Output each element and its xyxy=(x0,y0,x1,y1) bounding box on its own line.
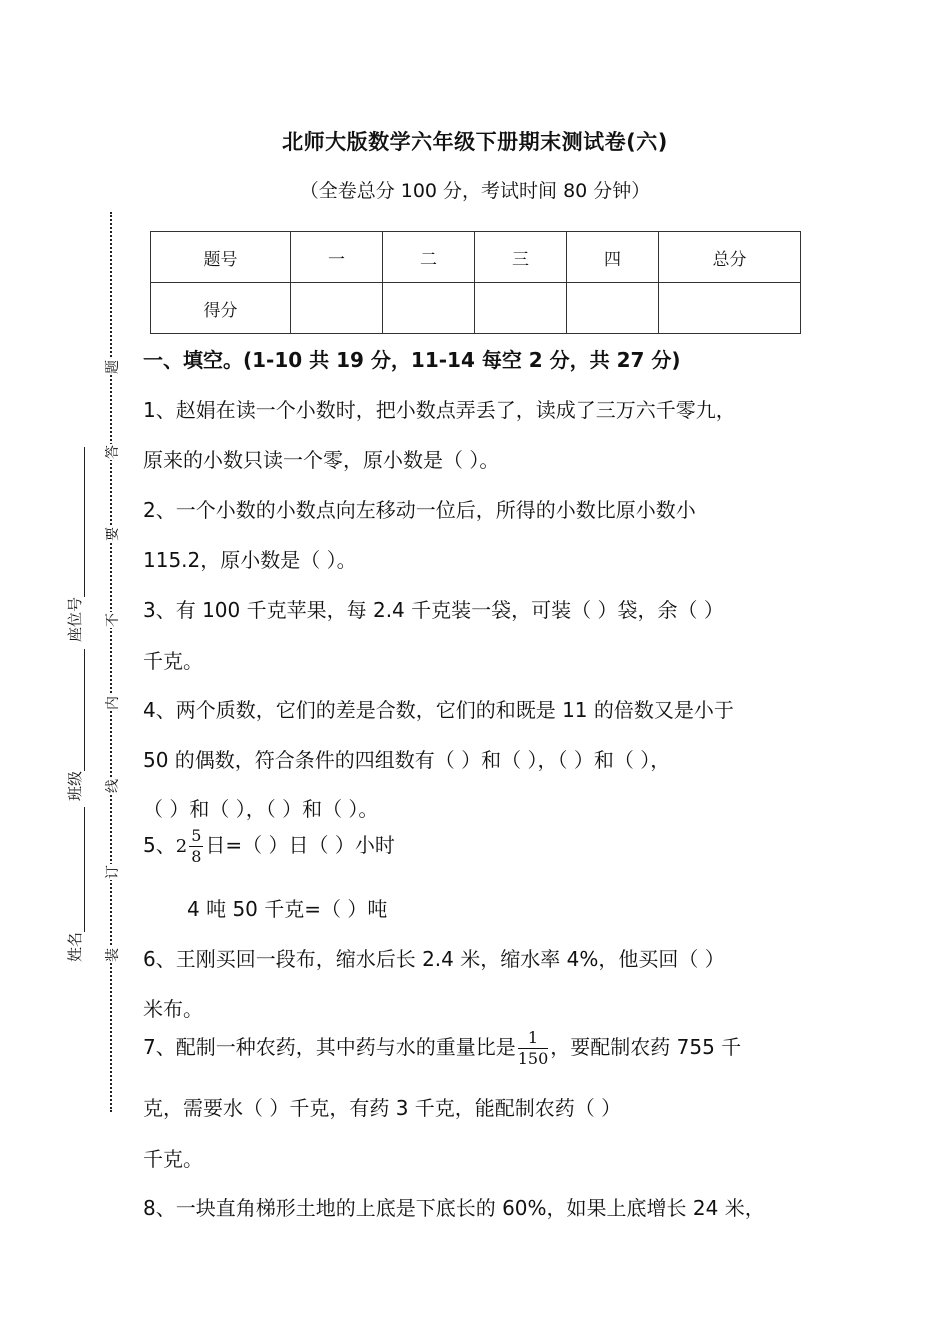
score-input-cell[interactable] xyxy=(567,283,659,334)
seat-number-label: 座位号 xyxy=(66,596,84,642)
binding-char: 内 xyxy=(102,695,122,711)
binding-dotted-line xyxy=(110,212,112,1112)
class-field[interactable] xyxy=(64,649,85,801)
fraction-numerator: 5 xyxy=(191,826,202,845)
score-input-cell[interactable] xyxy=(475,283,567,334)
question-2-line: 115.2，原小数是（ ）。 xyxy=(143,548,357,572)
question-7-rest: ，要配制农药 755 千 xyxy=(550,1035,742,1059)
score-table xyxy=(150,231,801,334)
question-5-prefix: 5、 xyxy=(143,833,176,857)
question-1-line: 原来的小数只读一个零，原小数是（ ）。 xyxy=(143,448,500,472)
question-7-line xyxy=(143,1030,741,1067)
question-7-prefix: 7、配制一种农药，其中药与水的重量比是 xyxy=(143,1035,516,1059)
page-title: 北师大版数学六年级下册期末测试卷(六) xyxy=(282,130,668,154)
score-table-cell: 四 xyxy=(567,232,659,283)
question-3-line: 3、有 100 千克苹果，每 2.4 千克装一袋，可装（ ）袋，余（ ） xyxy=(143,598,724,622)
binding-char: 不 xyxy=(102,612,122,628)
class-underline xyxy=(70,649,85,771)
seat-number-field[interactable] xyxy=(64,447,85,642)
question-5-line: 4 吨 50 千克=（ ）吨 xyxy=(187,897,388,921)
score-table-cell: 一 xyxy=(291,232,383,283)
seat-number-underline xyxy=(70,447,85,597)
fraction-denominator: 150 xyxy=(517,1049,549,1068)
mixed-number-whole: 2 xyxy=(175,836,188,857)
binding-char: 答 xyxy=(102,444,122,460)
question-7-line: 千克。 xyxy=(143,1147,203,1171)
fraction-numerator: 1 xyxy=(518,1030,549,1049)
question-4-line: （ ）和（ ），（ ）和（ ）。 xyxy=(143,797,379,821)
fraction-denominator: 8 xyxy=(191,847,202,866)
binding-char: 题 xyxy=(102,359,122,375)
score-table-cell: 题号 xyxy=(151,232,291,283)
name-underline xyxy=(70,807,85,932)
class-label: 班级 xyxy=(66,770,84,801)
score-table-header-row xyxy=(151,232,801,283)
score-table-cell: 二 xyxy=(383,232,475,283)
question-6-line: 米布。 xyxy=(143,997,203,1021)
page-subtitle: （全卷总分 100 分，考试时间 80 分钟） xyxy=(299,180,651,202)
question-3-line: 千克。 xyxy=(143,649,203,673)
fraction xyxy=(518,1030,549,1067)
question-7-line: 克，需要水（ ）千克，有药 3 千克，能配制农药（ ） xyxy=(143,1096,622,1120)
question-2-line: 2、一个小数的小数点向左移动一位后，所得的小数比原小数小 xyxy=(143,498,696,522)
binding-char: 要 xyxy=(102,526,122,542)
question-5-rest: 日=（ ）日（ ）小时 xyxy=(205,833,395,857)
score-input-cell[interactable] xyxy=(383,283,475,334)
binding-char: 订 xyxy=(102,864,122,880)
name-label: 姓名 xyxy=(66,931,84,962)
question-4-line: 4、两个质数，它们的差是合数，它们的和既是 11 的倍数又是小于 xyxy=(143,698,734,722)
question-4-line: 50 的偶数，符合条件的四组数有（ ）和（ ），（ ）和（ ）， xyxy=(143,748,671,772)
question-8-line: 8、一块直角梯形土地的上底是下底长的 60%，如果上底增长 24 米， xyxy=(143,1196,765,1220)
binding-char: 线 xyxy=(102,778,122,794)
score-table-cell: 总分 xyxy=(659,232,801,283)
score-table-score-row xyxy=(151,283,801,334)
score-input-cell[interactable] xyxy=(291,283,383,334)
question-1-line: 1、赵娟在读一个小数时，把小数点弄丢了，读成了三万六千零九， xyxy=(143,398,736,422)
name-field[interactable] xyxy=(64,807,85,962)
section-heading: 一、填空。(1-10 共 19 分，11-14 每空 2 分，共 27 分) xyxy=(143,348,681,372)
score-table-cell: 得分 xyxy=(151,283,291,334)
score-table-cell: 三 xyxy=(475,232,567,283)
fraction xyxy=(189,828,203,865)
question-5-line xyxy=(143,828,395,865)
question-6-line: 6、王刚买回一段布，缩水后长 2.4 米，缩水率 4%，他买回（ ） xyxy=(143,947,725,971)
score-input-cell[interactable] xyxy=(659,283,801,334)
binding-char: 装 xyxy=(102,947,122,963)
